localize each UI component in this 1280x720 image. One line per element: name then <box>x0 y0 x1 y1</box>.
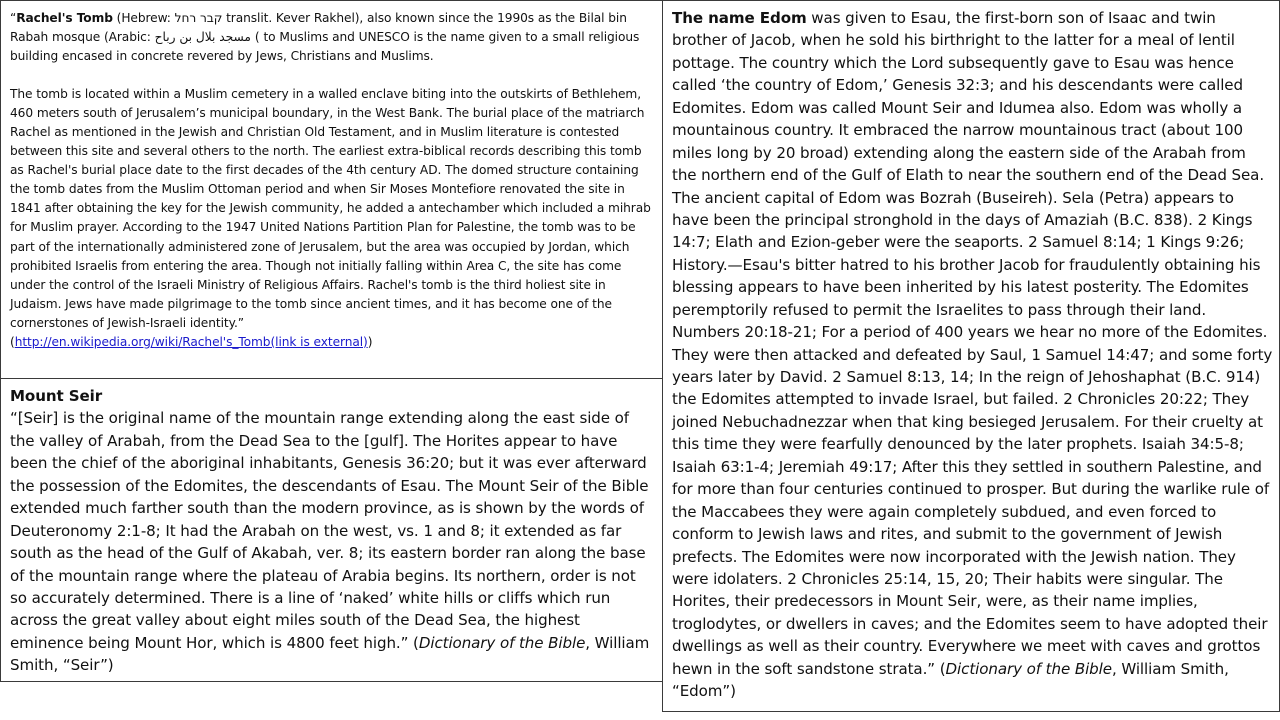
mount-seir-body: “[Seir] is the original name of the mountain range extending along the east side of the valley of Arabah, from the Dead Sea to the [gulf]. The Horites appear to have been the chief of the aboriginal inhabitants, Genesis 36:20; but it was ever afterward the possession of the Edomites, the descendants of Esau. The Mount Seir of the Bible extended much farther south than the modern province, as is shown by the words of Deuteronomy 2:1-8; It had the Arabah on the west, vs. 1 and 8; it extended as far south as the head of the Gulf of Akabah, ver. 8; its eastern border ran along the base of the mountain range where the plateau of Arabia begins. Its northern, order is not so accurately determined. There is a line of ‘naked’ white hills or cliffs which run across the great valley about eight miles south of the Dead Sea, the highest eminence being Mount Hor, which is 4800 feet high.” ( <box>10 409 649 652</box>
seir-source-title: Dictionary of the Bible <box>418 633 586 652</box>
rachels-tomb-body <box>10 85 654 352</box>
mount-seir-textbox <box>0 378 663 682</box>
mount-seir-paragraph <box>10 407 654 676</box>
hebrew-name: קבר רחל <box>174 11 223 25</box>
link-open-paren: ( <box>10 334 15 349</box>
mount-seir-heading-line <box>10 385 654 407</box>
arabic-name: مسجد بلال بن رباح <box>154 30 251 45</box>
rachels-tomb-textbox <box>0 0 663 379</box>
wikipedia-link[interactable]: http://en.wikipedia.org/wiki/Rachel's_Tomb(link is external) <box>14 334 368 349</box>
seir-source-rest: , William Smith, “Seir”) <box>10 633 650 675</box>
edom-paragraph <box>672 7 1273 703</box>
edom-title: The name Edom <box>672 9 807 27</box>
edom-body: was given to Esau, the first-born son of Isaac and twin brother of Jacob, when he sold his birthright to the latter for a meal of lentil pottage. The country which the Lord subsequently gave to Esau was hence called ‘the country of Edom,’ Genesis 32:3; and his descendants were called Edomites. Edom was called Mount Seir and Idumea also. Edom was wholly a mountainous country. It embraced the narrow mountainous tract (about 100 miles long by 20 broad) extending along the eastern side of the Arabah from the northern end of the Gulf of Elath to near the southern end of the Dead Sea. The ancient capital of Edom was Bozrah (Buseireh). Sela (Petra) appears to have been the principal stronghold in the days of Amaziah (B.C. 838). 2 Kings 14:7; Elath and Ezion-geber were the seaports. 2 Samuel 8:14; 1 Kings 9:26; History.—Esau's bitter hatred to his brother Jacob for fraudulently obtaining his blessing appears to have been inherited by his latest posterity. The Edomites peremptorily refused to permit the Israelites to pass through their land. Numbers 20:18-21; For a period of 400 years we hear no more of the Edomites. They were then attacked and defeated by Saul, 1 Samuel 14:47; and some forty years later by David. 2 Samuel 8:13, 14; In the reign of Jehoshaphat (B.C. 914) the Edomites attempted to invade Israel, but failed. 2 Chronicles 20:22; They joined Nebuchadnezzar when that king besieged Jerusalem. For their cruelty at this time they were fearfully denounced by the later prophets. Isaiah 34:5-8; Isaiah 63:1-4; Jeremiah 49:17; After this they settled in southern Palestine, and for more than four centuries continued to prosper. But during the warlike rule of the Maccabees they were again completely subdued, and even forced to conform to Jewish laws and rites, and submit to the government of Jewish prefects. The Edomites were now incorporated with the Jewish nation. They were idolaters. 2 Chronicles 25:14, 15, 20; Their habits were singular. The Horites, their predecessors in Mount Seir, were, as their name implies, troglodytes, or dwellers in caves; and the Edomites seem to have adopted their dwellings as well as their country. Everywhere we meet with caves and grottos hewn in the soft sandstone strata.” ( <box>672 9 1273 678</box>
rachels-tomb-title: Rachel's Tomb <box>16 11 113 25</box>
edom-source-rest: , William Smith, “Edom”) <box>672 659 1229 701</box>
rachels-tomb-body-text: The tomb is located within a Muslim cemetery in a walled enclave biting into the outskirts of Bethlehem, 460 meters south of Jerusalem’s municipal boundary, in the West Bank. The burial place of the matriarch Rachel as mentioned in the Jewish and Christian Old Testament, and in Muslim literature is contested between this site and several others to the north. The earliest extra-biblical records describing this tomb as Rachel's burial place date to the first decades of the 4th century AD. The domed structure containing the tomb dates from the Muslim Ottoman period and when Sir Moses Montefiore renovated the site in 1841 after obtaining the key for the Jewish community, he added a antechamber which included a mihrab for Muslim prayer. According to the 1947 United Nations Partition Plan for Palestine, the tomb was to be part of the internationally administered zone of Jerusalem, but the area was occupied by Jordan, which prohibited Israelis from entering the area. Though not initially falling within Area C, the site has come under the control of the Israeli Ministry of Religious Affairs. Rachel's tomb is the third holiest site in Judaism. Jews have made pilgrimage to the tomb since ancient times, and it has become one of the cornerstones of Jewish-Israeli identity.” <box>10 87 651 330</box>
opening-quote: “ <box>10 11 17 25</box>
rachels-tomb-intro <box>10 9 654 66</box>
intro-text-2: translit. Kever Rakhel), also known since the 1990s as the Bilal bin Rabah mosque (Arabic: <box>10 11 627 45</box>
edom-source-title: Dictionary of the Bible <box>945 659 1112 678</box>
link-close-paren: ) <box>367 334 373 349</box>
intro-text-3: ( to Muslims and UNESCO is the name given to a small religious building encased in concrete revered by Jews, Christians and Muslims. <box>10 30 640 64</box>
edom-textbox <box>662 0 1280 712</box>
mount-seir-title: Mount Seir <box>10 387 103 405</box>
intro-text-1: (Hebrew: <box>112 11 175 25</box>
